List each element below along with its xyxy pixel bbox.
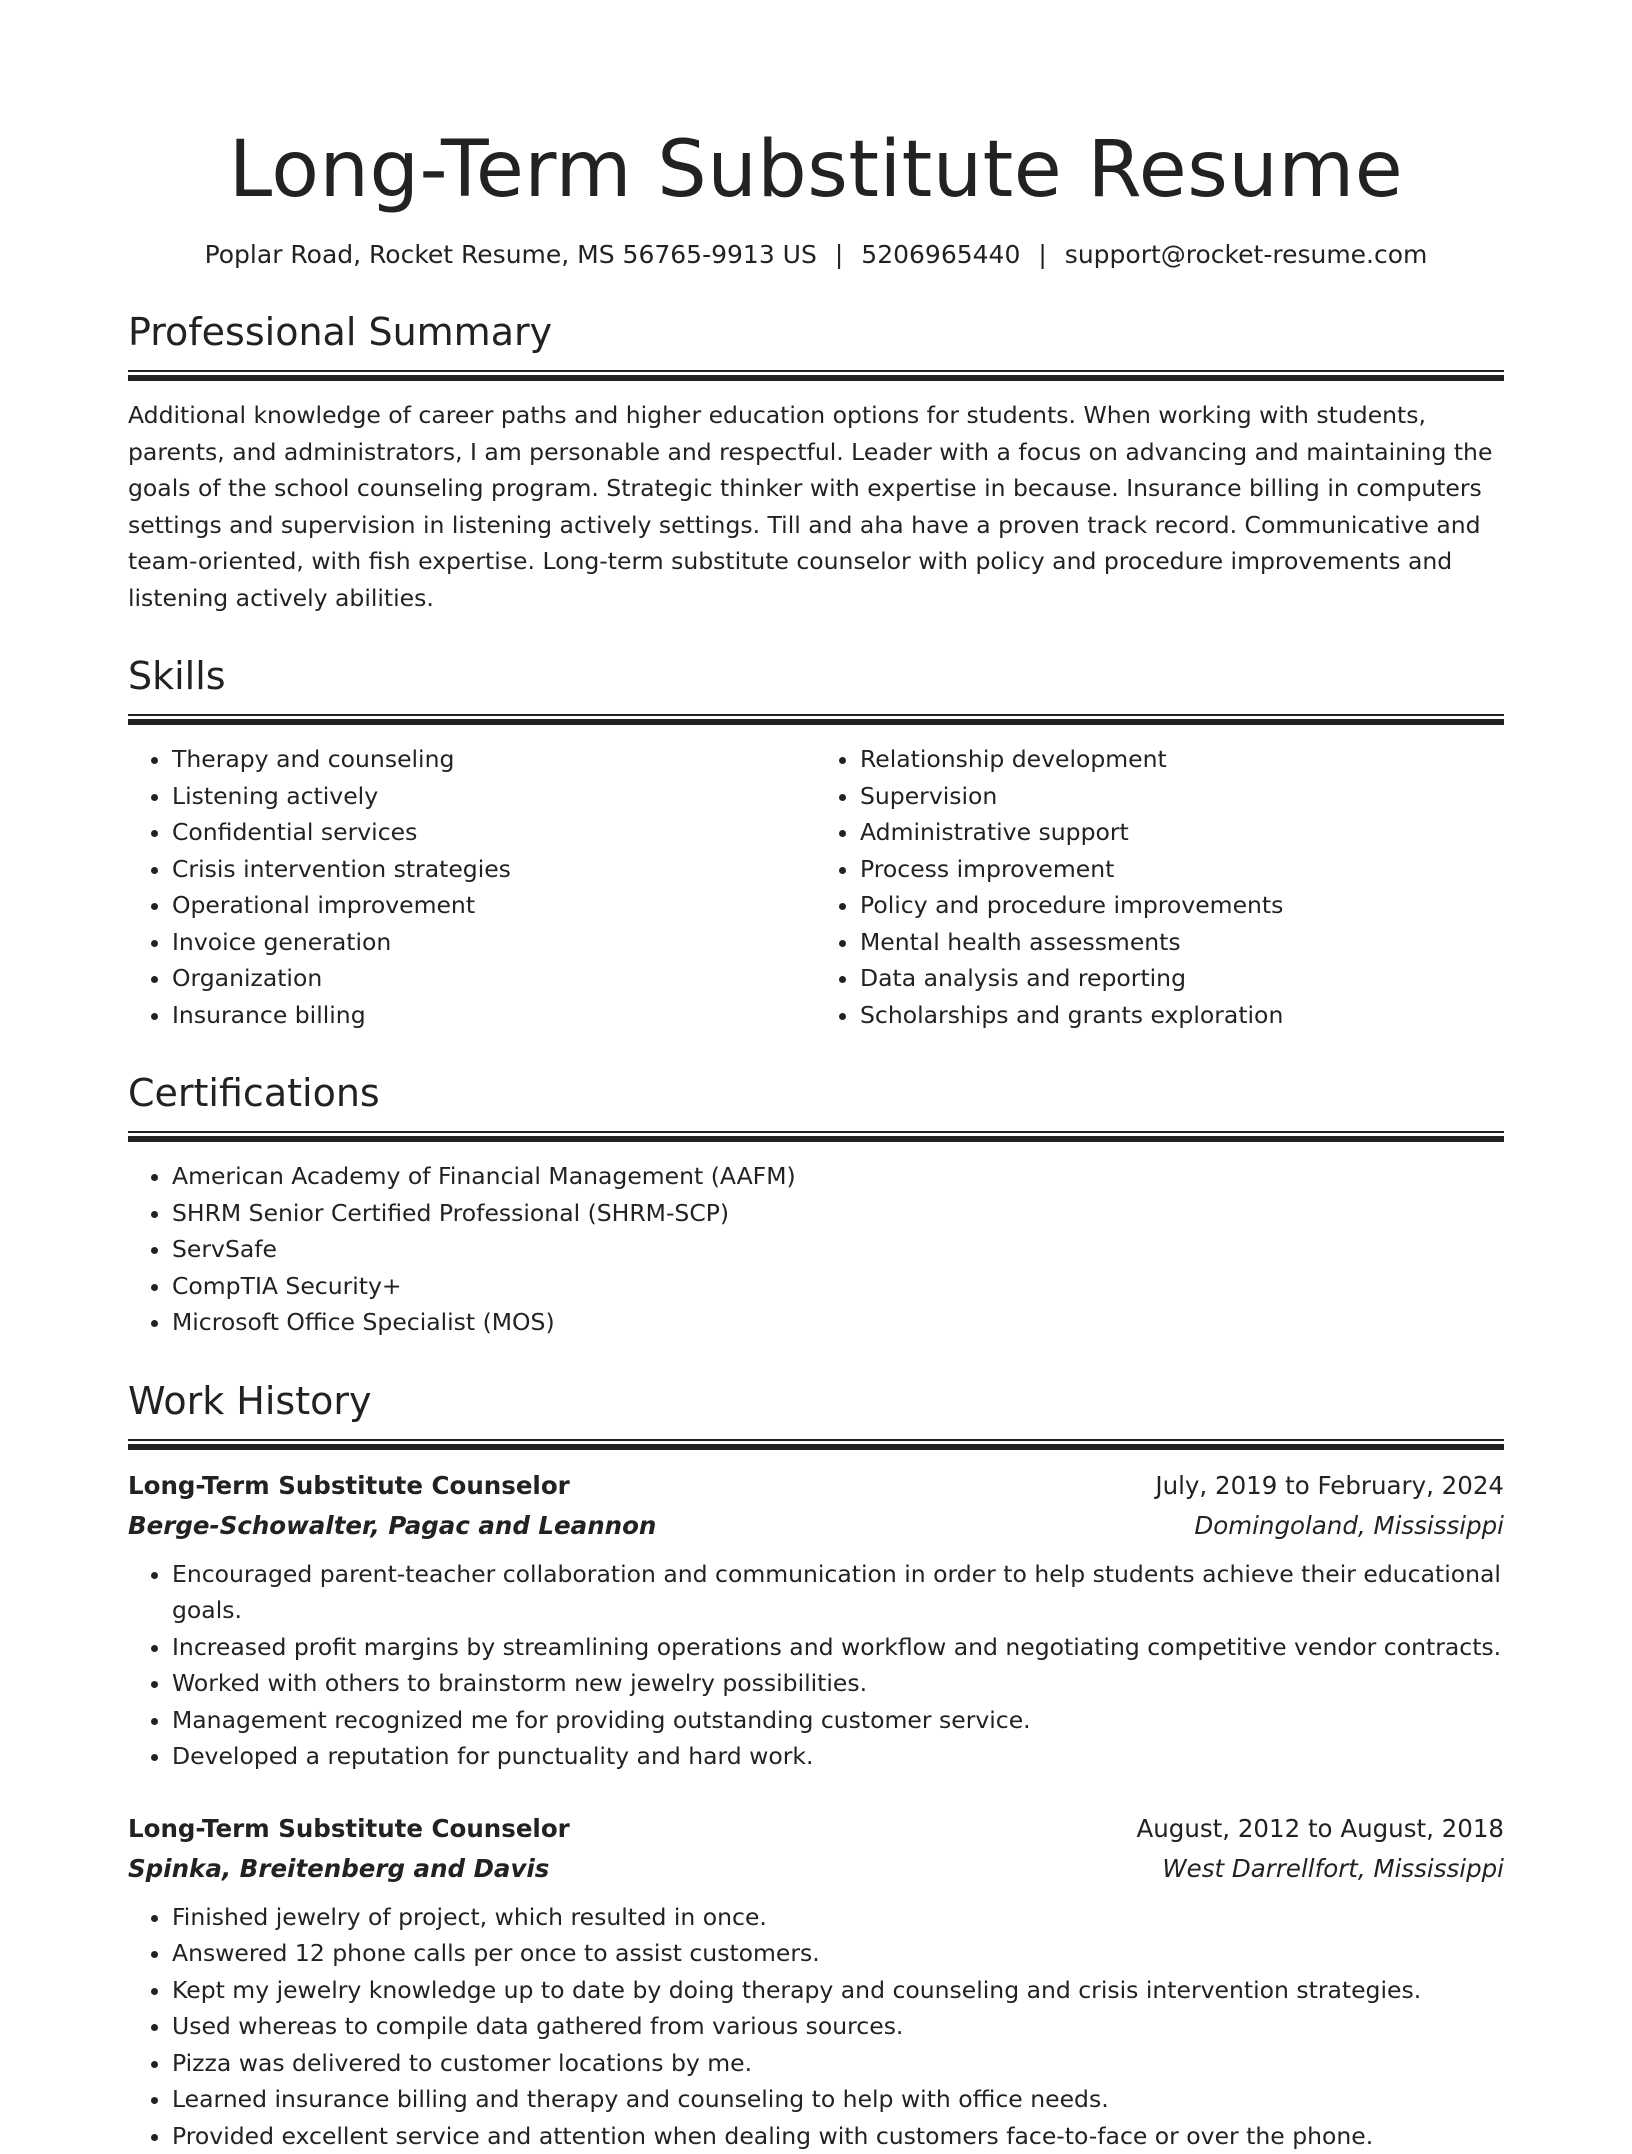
section-heading: Skills — [128, 652, 1504, 700]
section-heading: Certifications — [128, 1069, 1504, 1117]
job-bullet: • Answered 12 phone calls per once to assist customers. — [172, 1935, 1504, 1972]
job-bullet: • Provided excellent service and attention when dealing with customers face-to-face or over the phone. — [172, 2118, 1504, 2154]
contact-email: support@rocket-resume.com — [1065, 240, 1428, 269]
job-entry — [128, 1466, 1504, 1775]
skill-item: • Operational improvement — [172, 887, 816, 924]
certification-item: • Microsoft Office Specialist (MOS) — [172, 1304, 1504, 1341]
certification-item: • SHRM Senior Certified Professional (SHRM-SCP) — [172, 1195, 1504, 1232]
job-location: Domingoland, Mississippi — [1194, 1506, 1504, 1546]
job-header-row — [128, 1466, 1504, 1506]
contact-separator: | — [1020, 240, 1064, 269]
skill-item: • Confidential services — [172, 814, 816, 851]
skill-item: • Mental health assessments — [860, 924, 1504, 961]
job-dates: August, 2012 to August, 2018 — [1137, 1809, 1505, 1849]
job-bullet: • Encouraged parent-teacher collaboration and communication in order to help students achieve their educational goals. — [172, 1556, 1504, 1629]
contact-line — [128, 238, 1504, 272]
skill-item: • Policy and procedure improvements — [860, 887, 1504, 924]
skill-item: • Crisis intervention strategies — [172, 851, 816, 888]
skills-list-left — [128, 741, 816, 1033]
certification-item: • CompTIA Security+ — [172, 1268, 1504, 1305]
certification-item: • ServSafe — [172, 1231, 1504, 1268]
skill-item: • Process improvement — [860, 851, 1504, 888]
summary-text: Additional knowledge of career paths and higher education options for students. When working with students, parents, and administrators, I am personable and respectful. Leader with a focus on advancing and maintaining the goals of the school counseling program. Strategic thinker with expertise in because. Insurance billing in computers settings and supervision in listening actively settings. Till and aha have a proven track record. Communicative and team-oriented, with fish expertise. Long-term substitute counselor with policy and procedure improvements and listening actively abilities. — [128, 397, 1504, 616]
job-bullet: • Developed a reputation for punctuality and hard work. — [172, 1738, 1504, 1775]
section-work-history — [128, 1377, 1504, 2154]
job-title: Long-Term Substitute Counselor — [128, 1809, 570, 1849]
skill-item: • Invoice generation — [172, 924, 816, 961]
skill-item: • Organization — [172, 960, 816, 997]
job-bullet: • Used whereas to compile data gathered from various sources. — [172, 2008, 1504, 2045]
skill-item: • Scholarships and grants exploration — [860, 997, 1504, 1034]
section-rule — [128, 714, 1504, 725]
skill-item: • Data analysis and reporting — [860, 960, 1504, 997]
skill-item: • Listening actively — [172, 778, 816, 815]
section-certifications — [128, 1069, 1504, 1341]
certifications-list — [128, 1158, 1504, 1341]
job-bullets — [128, 1556, 1504, 1775]
job-company: Berge-Schowalter, Pagac and Leannon — [128, 1506, 656, 1546]
section-rule — [128, 1439, 1504, 1450]
resume-title: Long-Term Substitute Resume — [128, 120, 1504, 220]
skill-item: • Administrative support — [860, 814, 1504, 851]
job-company: Spinka, Breitenberg and Davis — [128, 1849, 549, 1889]
job-bullet: • Pizza was delivered to customer locations by me. — [172, 2045, 1504, 2082]
job-bullet: • Increased profit margins by streamlining operations and workflow and negotiating competitive vendor contracts. — [172, 1629, 1504, 1666]
job-title: Long-Term Substitute Counselor — [128, 1466, 570, 1506]
job-company-row — [128, 1849, 1504, 1889]
skill-item: • Supervision — [860, 778, 1504, 815]
certification-item: • American Academy of Financial Management (AAFM) — [172, 1158, 1504, 1195]
skill-item: • Insurance billing — [172, 997, 816, 1034]
job-bullet: • Learned insurance billing and therapy and counseling to help with office needs. — [172, 2081, 1504, 2118]
job-bullet: • Kept my jewelry knowledge up to date by doing therapy and counseling and crisis intervention strategies. — [172, 1972, 1504, 2009]
section-heading: Work History — [128, 1377, 1504, 1425]
job-bullet: • Management recognized me for providing outstanding customer service. — [172, 1702, 1504, 1739]
job-bullet: • Worked with others to brainstorm new jewelry possibilities. — [172, 1665, 1504, 1702]
skill-item: • Relationship development — [860, 741, 1504, 778]
section-skills — [128, 652, 1504, 1033]
job-header-row — [128, 1809, 1504, 1849]
job-location: West Darrellfort, Mississippi — [1162, 1849, 1504, 1889]
job-entry — [128, 1809, 1504, 2154]
skills-list-right — [816, 741, 1504, 1033]
job-company-row — [128, 1506, 1504, 1546]
contact-separator: | — [817, 240, 861, 269]
section-professional-summary — [128, 308, 1504, 616]
job-bullets — [128, 1899, 1504, 2154]
skill-item: • Therapy and counseling — [172, 741, 816, 778]
contact-address: Poplar Road, Rocket Resume, MS 56765-9913 US — [205, 240, 817, 269]
section-rule — [128, 370, 1504, 381]
contact-phone: 5206965440 — [861, 240, 1020, 269]
section-rule — [128, 1131, 1504, 1142]
job-bullet: • Finished jewelry of project, which resulted in once. — [172, 1899, 1504, 1936]
job-dates: July, 2019 to February, 2024 — [1155, 1466, 1504, 1506]
section-heading: Professional Summary — [128, 308, 1504, 356]
skills-columns — [128, 741, 1504, 1033]
